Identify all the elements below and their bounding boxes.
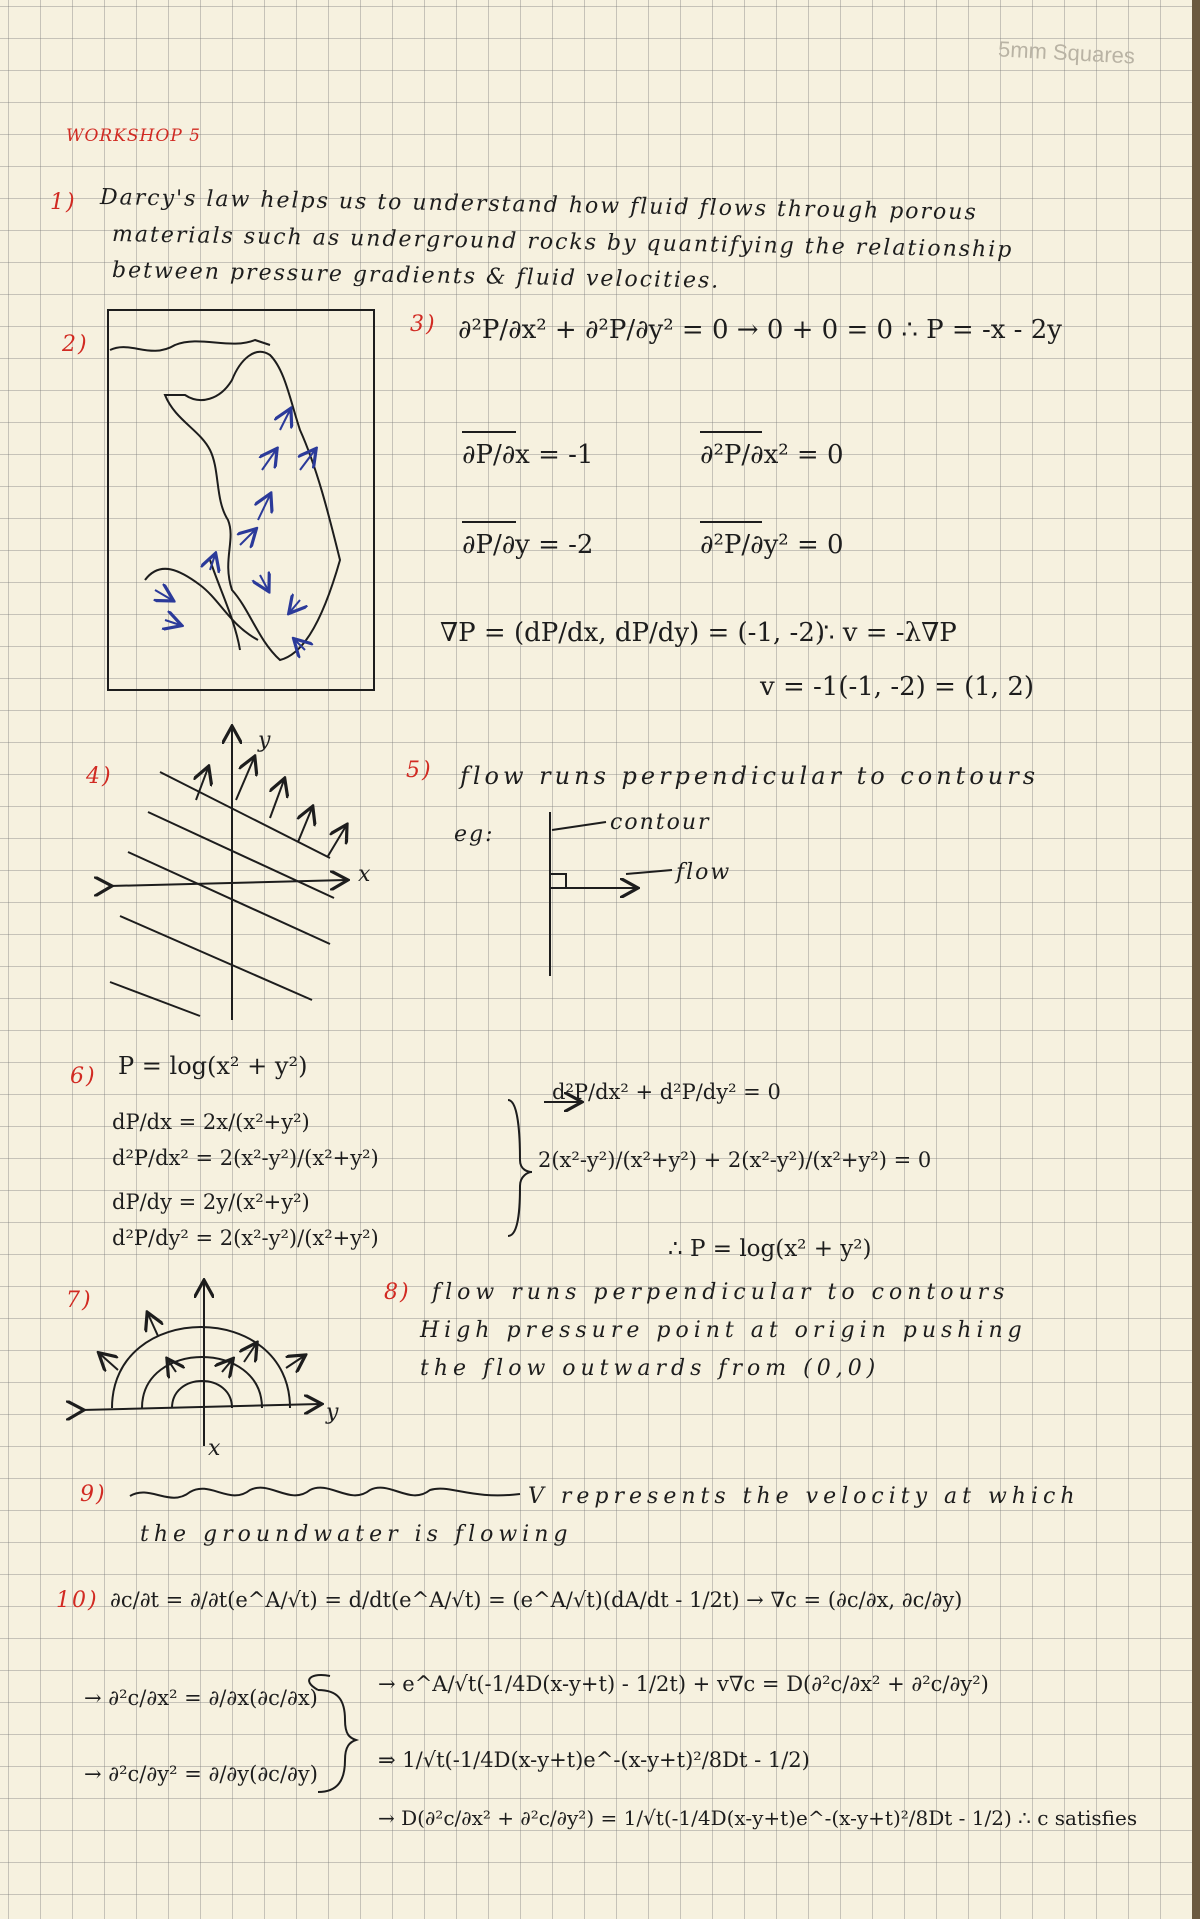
q10-line-3: → ∂²c/∂y² = ∂/∂y(∂c/∂y) [84,1762,318,1786]
q9-line-2: the groundwater is flowing [140,1522,573,1547]
q4-number: 4) [86,764,113,789]
q6-sum: d²P/dx² + d²P/dy² = 0 [552,1080,781,1104]
q7-flow-arrow [100,1354,118,1370]
q9-scribble [130,1488,520,1498]
q2-flow-arrow [280,410,290,430]
q10-rhs-1: → e^A/√t(-1/4D(x-y+t) - 1/2t) + v∇c = D(∂²c/∂x² + ∂²c/∂y²) [378,1672,989,1696]
q2-flow-arrow [260,575,268,590]
q2-flow-arrow [165,620,180,625]
q8-line-1: flow runs perpendicular to contours [432,1280,1010,1305]
q2-flow-arrow [258,495,270,520]
q10-rhs-3: → D(∂²c/∂x² + ∂²c/∂y²) = 1/√t(-1/4D(x-y+t)e^-(x-y+t)²/8Dt - 1/2) ∴ c satisfies [378,1806,1138,1830]
q3-velocity-law: ∴ v = -λ∇P [818,618,957,648]
q7-flow-arrow [244,1344,256,1362]
q4-x-axis [110,880,346,886]
q6-braces [508,1100,580,1236]
q4-flow-arrow [236,758,254,800]
q4-axis-x-label: x [358,862,373,887]
q6-number: 6) [70,1064,97,1089]
q9-crossed-out-text [130,1488,520,1498]
q3-fraction-bars [462,432,762,522]
q5-sketch [550,812,672,976]
paper-brand: 5mm Squares [997,36,1136,69]
q7-x-axis [82,1404,320,1410]
q8-line-2: High pressure point at origin pushing [420,1318,1027,1343]
q4-axis-y-label: y [258,728,273,753]
q7-axis-y-label: y [326,1400,341,1425]
q3-d2pdx2: ∂²P/∂x² = 0 [700,440,844,470]
q2-flow-arrow [155,590,172,600]
q6-dpdx: dP/dx = 2x/(x²+y²) [112,1110,310,1134]
q6-sum-expanded: 2(x²-y²)/(x²+y²) + 2(x²-y²)/(x²+y²) = 0 [538,1148,932,1172]
q3-d2pdy2: ∂²P/∂y² = 0 [700,530,844,560]
q2-flow-arrow [290,600,300,612]
q5-label-flow: flow [676,860,732,885]
q10-line-1: ∂c/∂t = ∂/∂t(e^A/√t) = d/dt(e^A/√t) = (e^A/√t)(dA/dt - 1/2t) → ∇c = (∂c/∂x, ∂c/∂y) [110,1588,963,1612]
q3-gradient: ∇P = (dP/dx, dP/dy) = (-1, -2) [440,618,825,648]
q4-flow-arrow [328,826,346,856]
q4-contour [128,852,330,944]
q10-rhs-2: ⇒ 1/√t(-1/4D(x-y+t)e^-(x-y+t)²/8Dt - 1/2) [378,1748,810,1772]
q5-text: flow runs perpendicular to contours [460,762,1040,790]
q10-brace-hook [309,1675,330,1690]
q2-map-frame [108,310,374,690]
q2-flow-arrows [155,410,315,650]
q5-label-contour: contour [610,810,711,835]
q1-line-3: between pressure gradients & fluid velocities. [111,258,721,294]
q6-p: P = log(x² + y²) [118,1052,308,1080]
q2-map-sketch [108,310,374,690]
q5-contour-pointer [552,822,606,830]
q7-sketch [82,1282,320,1446]
q8-number: 8) [384,1280,411,1305]
q8-line-3: the flow outwards from (0,0) [420,1356,881,1381]
q3-velocity: v = -1(-1, -2) = (1, 2) [760,672,1035,702]
q7-contour-outer [112,1327,290,1408]
q4-flow-arrow [298,808,312,842]
q6-dpdy: dP/dy = 2y/(x²+y²) [112,1190,310,1214]
q4-contour [120,916,312,1000]
q10-line-2: → ∂²c/∂x² = ∂/∂x(∂c/∂x) [84,1686,318,1710]
q7-flow-arrow [148,1314,158,1336]
q1-number: 1) [50,190,77,215]
q7-contour-inner [172,1381,232,1408]
q3-laplace: ∂²P/∂x² + ∂²P/∂y² = 0 → 0 + 0 = 0 ∴ P = -x - 2y [458,315,1062,345]
q3-dpdy: ∂P/∂y = -2 [462,530,594,560]
q7-flow-arrow [286,1356,304,1368]
q6-conclusion: ∴ P = log(x² + y²) [668,1236,872,1262]
q6-d2pdx2: d²P/dx² = 2(x²-y²)/(x²+y²) [112,1146,379,1170]
q6-brace-right [508,1100,532,1236]
q2-map-outline [165,352,340,660]
q7-axis-x-label: x [208,1436,223,1461]
q3-dpdx: ∂P/∂x = -1 [462,440,594,470]
q10-brace-right [318,1690,356,1792]
q5-flow-pointer [626,870,672,874]
q1-line-2: materials such as underground rocks by quantifying the relationship [111,222,1014,263]
page-title: WORKSHOP 5 [66,126,201,146]
q2-number: 2) [62,332,89,357]
q2-flow-arrow [240,530,255,545]
q10-number: 10) [56,1588,99,1613]
q3-number: 3) [410,312,437,337]
q9-number: 9) [80,1482,107,1507]
q9-line-1: V represents the velocity at which [528,1484,1080,1509]
q6-d2pdy2: d²P/dy² = 2(x²-y²)/(x²+y²) [112,1226,379,1250]
q5-number: 5) [406,758,433,783]
q4-contour [110,982,200,1016]
q2-map-river [145,569,258,640]
q5-eg: eg: [454,822,495,847]
q5-right-angle [550,874,566,888]
q10-brace [309,1675,356,1792]
q2-map-coast-top [110,340,270,351]
q4-contour [160,772,330,858]
q7-contour-middle [142,1357,262,1408]
q2-flow-arrow [262,450,276,470]
q4-sketch [110,728,346,1020]
q4-flow-arrow [270,780,284,818]
q2-map-basin [210,560,240,650]
q7-number: 7) [66,1288,93,1313]
q1-line-1: Darcy's law helps us to understand how fluid flows through porous [99,185,978,226]
